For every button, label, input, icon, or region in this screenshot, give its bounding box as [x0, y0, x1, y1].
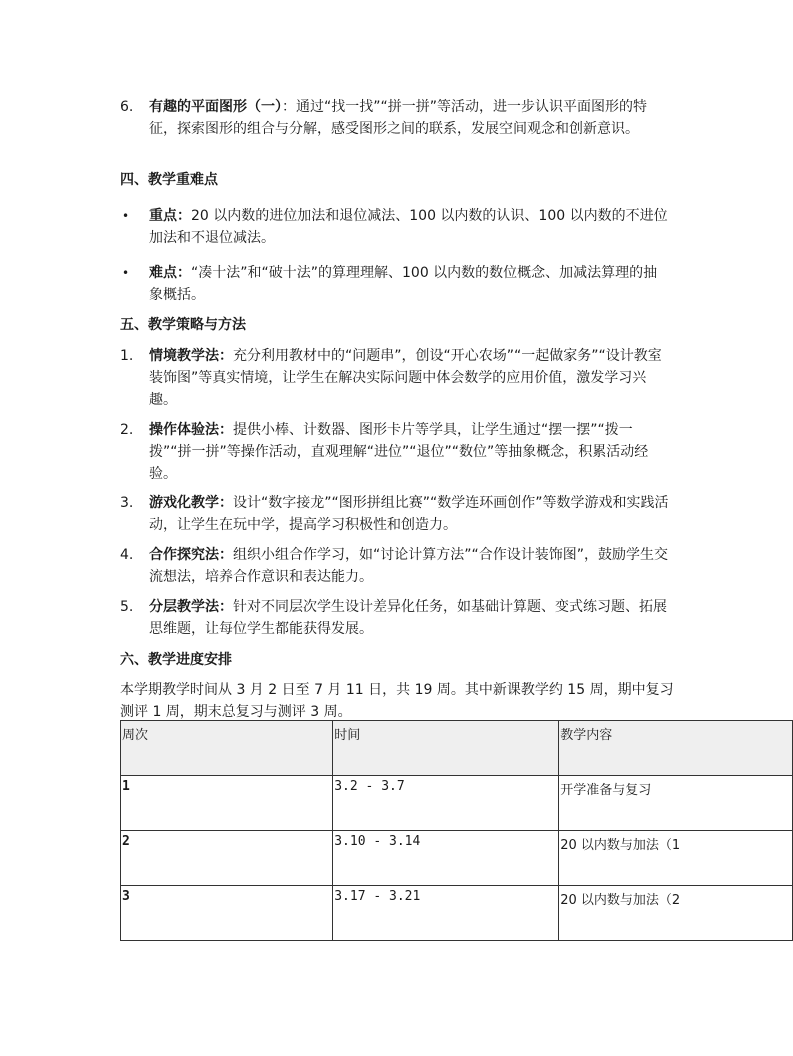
list-item-label: 分层教学法： [149, 599, 233, 615]
bullet-text: “凑十法”和“破十法”的算理理解、100 以内数的数位概念、加减法算理的抽象概括。 [149, 265, 658, 303]
cell-content: 20 以内数与加法（1 [559, 831, 793, 886]
list-item-label: 合作探究法： [149, 547, 233, 563]
table-row [121, 776, 793, 831]
bullet-body [149, 205, 671, 249]
section-heading-5: 五、教学策略与方法 [120, 317, 246, 333]
list-number: 4. [120, 547, 134, 563]
list-item-title: 有趣的平面图形（一） [149, 99, 282, 115]
bullet-item [120, 205, 680, 249]
cell-week: 1 [121, 776, 333, 831]
list-item [120, 492, 680, 536]
list-item-body [149, 96, 671, 140]
bullet-icon: • [122, 209, 130, 223]
list-item-text: 充分利用教材中的“问题串”，创设“开心农场”“一起做家务”“设计教室装饰图”等真实情境，让学生在解决实际问题中体会数学的应用价值，激发学习兴趣。 [149, 348, 662, 408]
list-number: 3. [120, 495, 134, 511]
cell-content: 20 以内数与加法（2 [559, 886, 793, 941]
table-row [121, 886, 793, 941]
cell-content: 开学准备与复习 [559, 776, 793, 831]
list-item-text: 针对不同层次学生设计差异化任务，如基础计算题、变式练习题、拓展思维题，让每位学生都能获得发展。 [149, 599, 667, 637]
schedule-table [120, 720, 793, 941]
cell-time: 3.2 - 3.7 [333, 776, 559, 831]
table-row [121, 831, 793, 886]
list-item-text: 提供小棒、计数器、图形卡片等学具，让学生通过“摆一摆”“拨一拨”“拼一拼”等操作活动，直观理解“进位”“退位”“数位”等抽象概念，积累活动经验。 [149, 422, 649, 482]
bullet-body [149, 262, 671, 306]
list-item-text: 设计“数字接龙”“图形拼组比赛”“数学连环画创作”等数学游戏和实践活动，让学生在玩中学，提高学习积极性和创造力。 [149, 495, 669, 533]
list-item-body [149, 544, 671, 588]
list-item [120, 544, 680, 588]
list-item [120, 419, 680, 485]
schedule-intro: 本学期教学时间从 3 月 2 日至 7 月 11 日，共 19 周。其中新课教学约 15 周，期中复习测评 1 周，期末总复习与测评 3 周。 [120, 682, 674, 720]
section-heading-4: 四、教学重难点 [120, 172, 218, 188]
list-item [120, 345, 680, 411]
list-item-text: ：通过“找一找”“拼一拼”等活动，进一步认识平面图形的特征，探索图形的组合与分解，感受图形之间的联系，发展空间观念和创新意识。 [149, 99, 648, 137]
cell-week: 2 [121, 831, 333, 886]
bullet-label: 重点： [149, 208, 191, 224]
list-item-text: 组织小组合作学习，如“讨论计算方法”“合作设计装饰图”，鼓励学生交流想法，培养合作意识和表达能力。 [149, 547, 669, 585]
bullet-icon: • [122, 266, 130, 280]
bullet-item [120, 262, 680, 306]
list-item [120, 596, 680, 640]
bullet-label: 难点： [149, 265, 191, 281]
table-header-row [121, 721, 793, 776]
list-item-label: 情境教学法： [149, 348, 233, 364]
list-number: 1. [120, 348, 134, 364]
list-item-body [149, 419, 671, 485]
list-number: 6. [120, 99, 134, 115]
header-time: 时间 [333, 721, 559, 776]
list-number: 5. [120, 599, 134, 615]
list-item-body [149, 596, 671, 640]
list-item-6 [120, 96, 680, 140]
list-item-body [149, 345, 671, 411]
list-item-body [149, 492, 671, 536]
cell-week: 3 [121, 886, 333, 941]
section-heading-6: 六、教学进度安排 [120, 652, 232, 668]
list-item-label: 操作体验法： [149, 422, 233, 438]
cell-time: 3.17 - 3.21 [333, 886, 559, 941]
header-week: 周次 [121, 721, 333, 776]
header-content: 教学内容 [559, 721, 793, 776]
list-number: 2. [120, 422, 134, 438]
list-item-label: 游戏化教学： [149, 495, 233, 511]
cell-time: 3.10 - 3.14 [333, 831, 559, 886]
bullet-text: 20 以内数的进位加法和退位减法、100 以内数的认识、100 以内数的不进位加法和不退位减法。 [149, 208, 668, 246]
